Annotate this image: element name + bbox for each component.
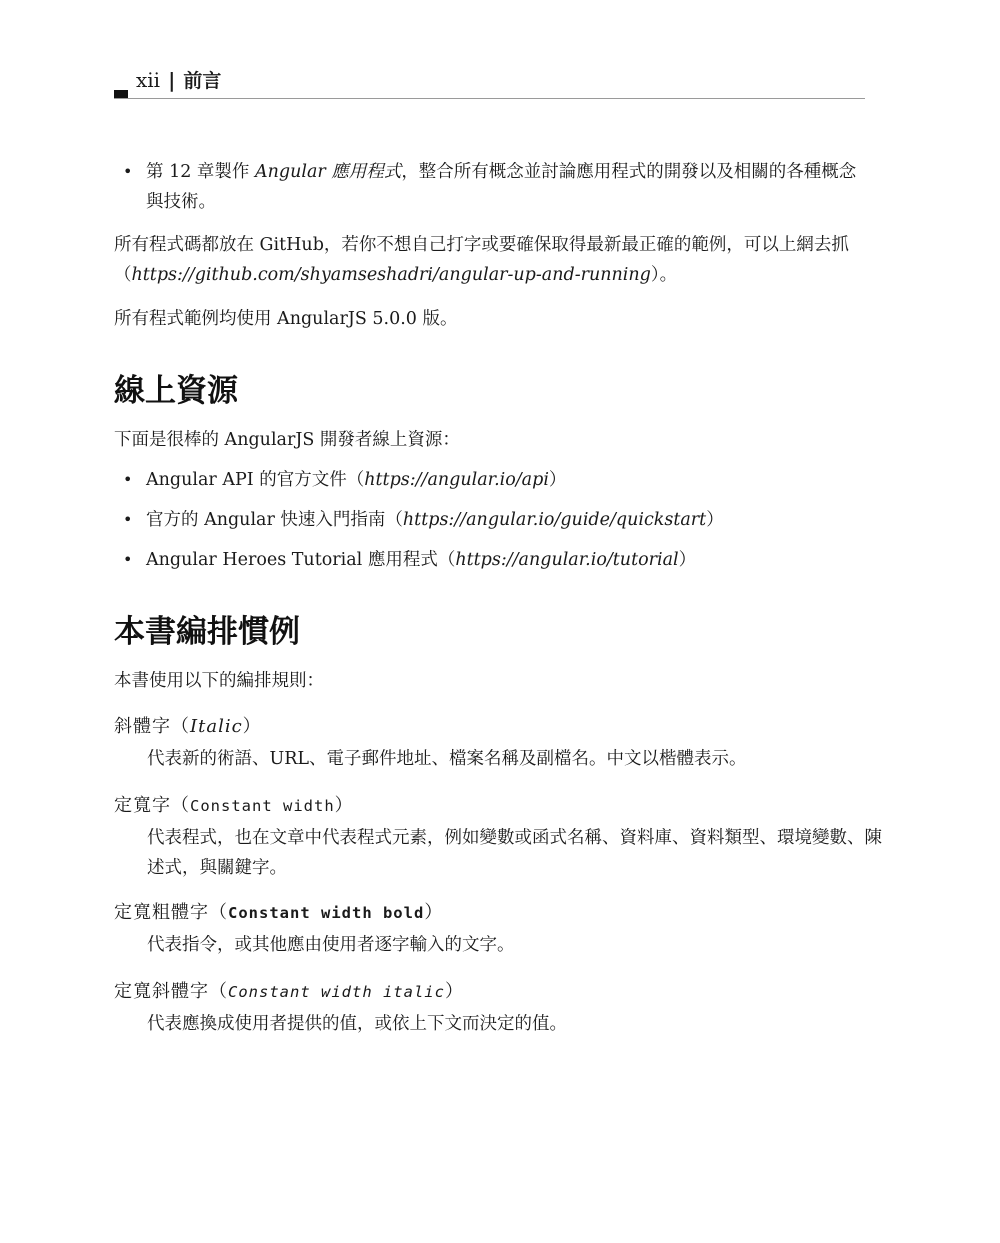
chapter-title: 前言	[183, 70, 222, 92]
term-italic	[114, 712, 866, 742]
term-label: 定寬粗體字（	[114, 902, 228, 923]
term-description: 代表應換成使用者提供的值，或依上下文而決定的值。	[147, 1014, 567, 1034]
conventions-intro: 本書使用以下的編排規則：	[114, 671, 324, 691]
resource-link[interactable]: https://angular.io/guide/quickstart	[402, 510, 707, 530]
item-text: 官方的 Angular 快速入門指南（	[146, 510, 403, 530]
italic-text: Angular 應用程式	[254, 162, 402, 182]
paragraph-text: ）。	[650, 265, 678, 285]
item-text: ）	[706, 510, 724, 530]
term-constant-width	[114, 791, 866, 821]
list-item	[114, 157, 866, 217]
list-item	[114, 465, 866, 495]
header-marker	[114, 90, 128, 98]
term-sample: Constant width italic	[228, 983, 445, 1001]
header-separator: |	[168, 68, 176, 92]
code-paragraph	[114, 230, 866, 290]
resource-link[interactable]: https://angular.io/api	[364, 470, 549, 490]
item-text: Angular Heroes Tutorial 應用程式（	[146, 550, 456, 570]
term-sample: Constant width bold	[228, 904, 425, 922]
term-label: ）	[444, 981, 464, 1002]
term-description: 代表程式，也在文章中代表程式元素，例如變數或函式名稱、資料庫、資料類型、環境變數、陳述式，與關鍵字。	[147, 828, 882, 878]
online-resources-heading: 線上資源	[114, 373, 238, 409]
page-number: xii	[136, 68, 161, 92]
bullet-text: 第 12 章製作	[146, 162, 255, 182]
term-label: 斜體字（	[114, 716, 190, 737]
term-constant-width-bold	[114, 898, 866, 928]
term-description: 代表新的術語、URL、電子郵件地址、檔案名稱及副檔名。中文以楷體表示。	[147, 749, 747, 769]
bullet-text: ，整合所有概念並討論應用程式的開發以及相關的各種概念與技術。	[146, 162, 857, 212]
github-link[interactable]: https://github.com/shyamseshadri/angular-up-and-running	[131, 265, 651, 285]
term-label: ）	[242, 716, 262, 737]
paragraph-text: 所有程式碼都放在 GitHub，若你不想自己打字或要確保取得最新最正確的範例，可以上網去抓（	[114, 235, 849, 285]
item-text: ）	[678, 550, 697, 570]
term-label: 定寬斜體字（	[114, 981, 228, 1002]
term-label: ）	[424, 902, 444, 923]
resources-list	[114, 465, 866, 575]
term-sample: Italic	[190, 716, 243, 737]
term-constant-width-italic	[114, 977, 866, 1007]
header-text	[136, 68, 221, 93]
conventions-heading: 本書編排慣例	[114, 614, 300, 650]
list-item	[114, 545, 866, 575]
term-label: ）	[334, 795, 354, 816]
item-text: Angular API 的官方文件（	[146, 470, 365, 490]
resource-link[interactable]: https://angular.io/tutorial	[455, 550, 679, 570]
resources-intro: 下面是很棒的 AngularJS 開發者線上資源：	[114, 430, 460, 450]
intro-bullet-list	[114, 157, 866, 217]
list-item	[114, 505, 866, 535]
term-label: 定寬字（	[114, 795, 190, 816]
term-sample: Constant width	[190, 797, 335, 815]
running-header	[114, 64, 865, 99]
item-text: ）	[548, 470, 567, 490]
version-paragraph: 所有程式範例均使用 AngularJS 5.0.0 版。	[114, 309, 458, 329]
term-description: 代表指令，或其他應由使用者逐字輸入的文字。	[147, 935, 515, 955]
